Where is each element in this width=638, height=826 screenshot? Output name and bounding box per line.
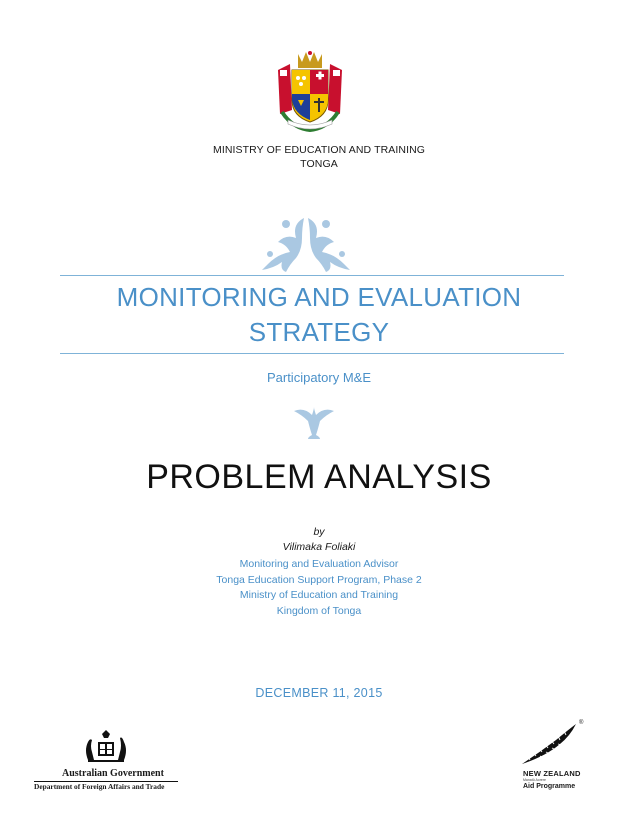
main-title [0,280,638,350]
title-rule-top [60,275,564,276]
affiliation-line: Monitoring and Evaluation Advisor [239,558,399,570]
tonga-coat-of-arms-icon [272,50,348,132]
affiliation-line: Kingdom of Tonga [276,604,362,617]
ministry-heading [0,143,638,171]
australian-government-name: Australian Government [62,768,164,779]
scroll-ornament-icon [256,214,356,272]
australian-government-logo [34,730,178,794]
author-affiliations [0,557,638,619]
nz-name: NEW ZEALAND [523,769,581,778]
author-name: Vilimaka Foliaki [282,541,356,553]
main-title-line-2: STRATEGY [248,317,390,347]
subtitle: Participatory M&E [266,370,372,385]
ministry-country: TONGA [300,158,338,170]
affiliation-line: Ministry of Education and Training [239,589,399,601]
registered-mark: ® [579,720,584,726]
leaf-ornament-icon [290,405,338,441]
main-title-line-1: MONITORING AND EVALUATION [116,282,522,312]
dfat-name: Department of Foreign Affairs and Trade [34,782,165,791]
document-date: DECEMBER 11, 2015 [255,686,383,700]
nz-programme: Aid Programme [523,783,576,790]
affiliation-line: Tonga Education Support Program, Phase 2 [216,573,422,586]
title-rule-bottom [60,353,564,354]
by-label: by [313,526,325,538]
nz-subtext: Manatū Aorere [523,778,546,782]
ministry-name: MINISTRY OF EDUCATION AND TRAINING [212,144,426,156]
document-title: PROBLEM ANALYSIS [146,458,492,496]
silver-fern-icon [520,722,582,766]
australian-crest-icon [80,730,132,764]
nz-aid-programme-logo [520,722,586,794]
